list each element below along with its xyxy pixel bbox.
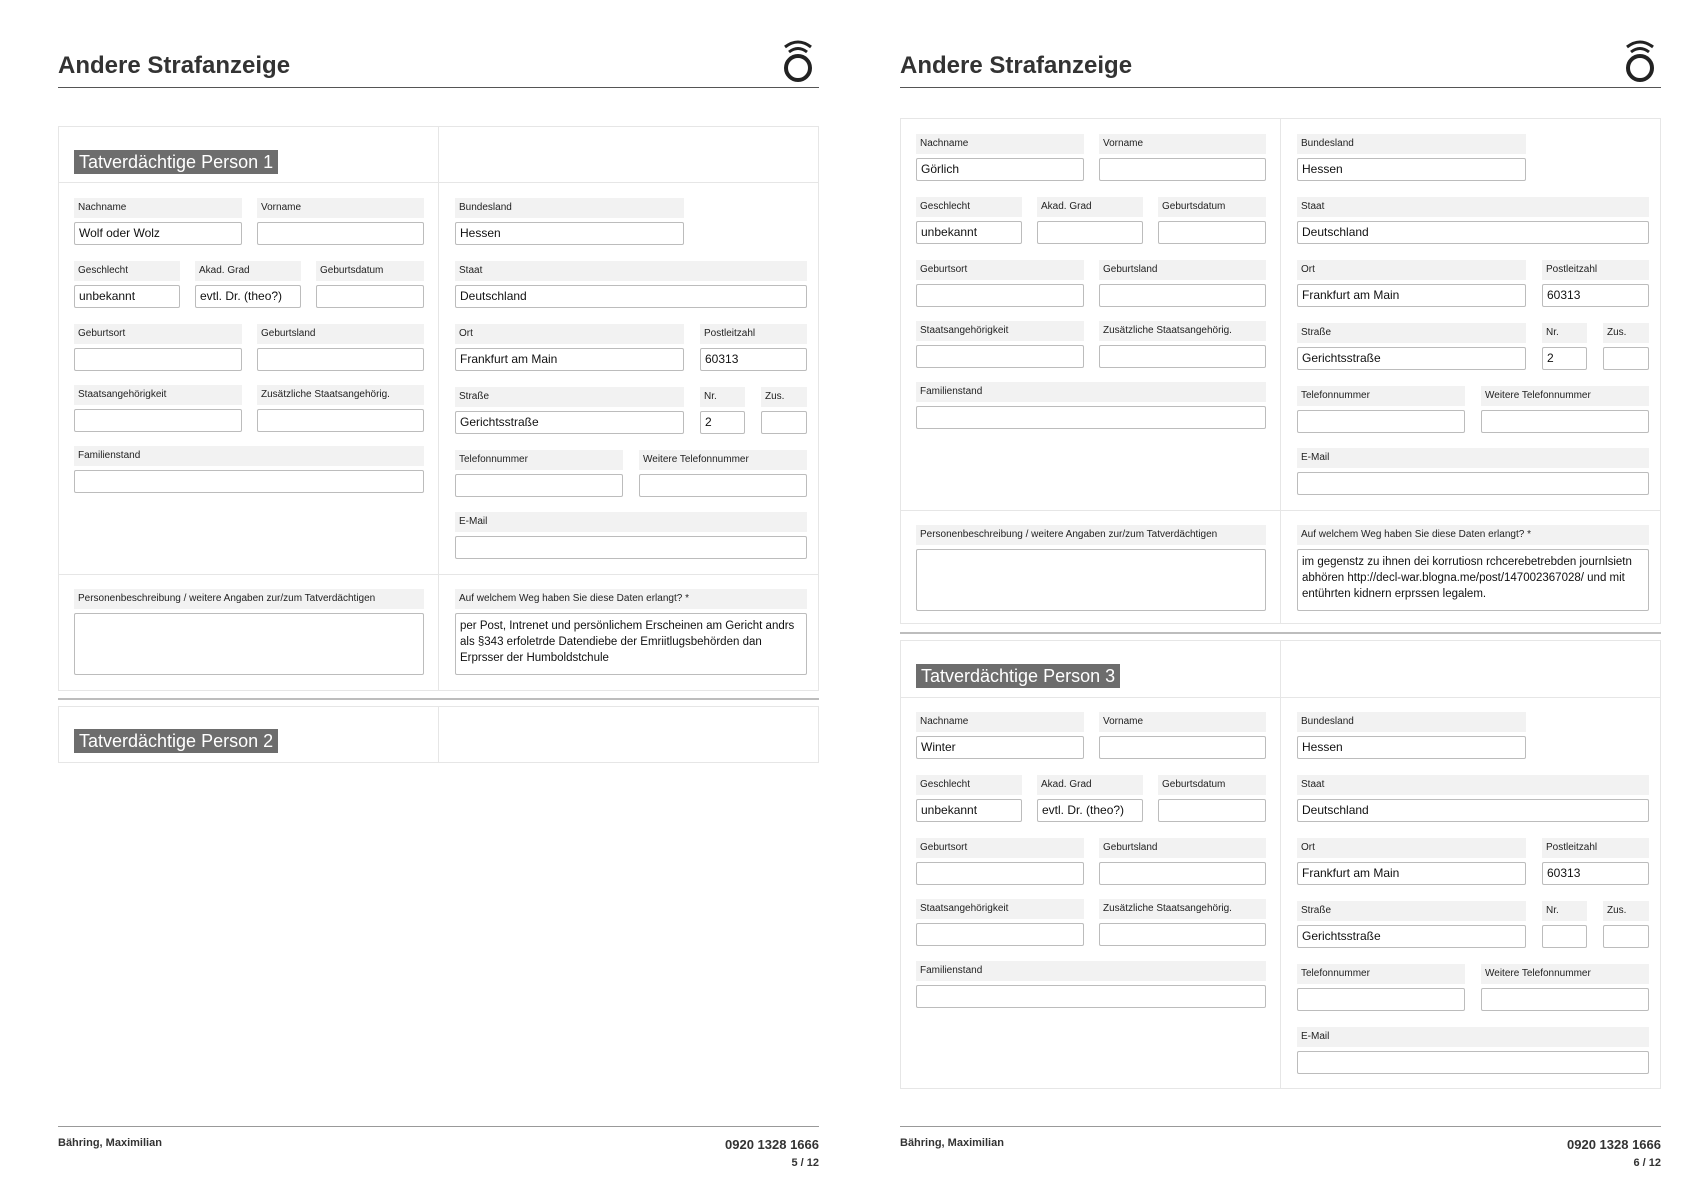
postleitzahl-field[interactable]: 60313 [1542,284,1649,307]
footer-name: Bähring, Maximilian [58,1137,162,1149]
footer-case-number: 0920 1328 1666 [1567,1137,1661,1152]
row-divider [900,697,1661,698]
label-staat: Staat [1297,775,1649,795]
row-divider [58,574,819,575]
nachname-field[interactable]: Wolf oder Wolz [74,222,242,245]
label-strasse: Straße [1297,323,1526,343]
footer-case-number: 0920 1328 1666 [725,1137,819,1152]
label-daten-weg: Auf welchem Weg haben Sie diese Daten erlangt? * [455,589,807,609]
label-vorname: Vorname [1099,712,1266,732]
geschlecht-field[interactable]: unbekannt [916,221,1022,244]
label-bundesland: Bundesland [455,198,684,218]
weitere-telefonnummer-field[interactable] [1481,988,1649,1011]
label-familienstand: Familienstand [74,446,424,466]
familienstand-field[interactable] [916,406,1266,429]
label-ort: Ort [1297,260,1526,280]
zus-staatsangehoerigkeit-field[interactable] [1099,345,1266,368]
geburtsland-field[interactable] [1099,862,1266,885]
staat-field[interactable]: Deutschland [1297,221,1649,244]
label-staatsangehoerigkeit: Staatsangehörigkeit [74,385,242,405]
vorname-field[interactable] [1099,158,1266,181]
column-divider [1280,118,1281,624]
label-geburtsort: Geburtsort [74,324,242,344]
label-email: E-Mail [1297,448,1649,468]
postleitzahl-field[interactable]: 60313 [1542,862,1649,885]
label-strasse: Straße [455,387,684,407]
label-nachname: Nachname [916,712,1084,732]
email-field[interactable] [1297,1051,1649,1074]
familienstand-field[interactable] [916,985,1266,1008]
weitere-telefonnummer-field[interactable] [639,474,807,497]
geburtsland-field[interactable] [1099,284,1266,307]
label-zus: Zus. [761,387,807,407]
label-geschlecht: Geschlecht [74,261,180,281]
document-title: Andere Strafanzeige [900,52,1133,79]
daten-weg-textarea[interactable]: im gegenstz zu ihnen dei korrutiosn rchcerebetrebden journlsietn abhören http://decl-war.blogna.me/post/147002367028/ und mit entührten kidnern erprssen legalem. [1297,549,1649,611]
label-zus-staatsangehoerigkeit: Zusätzliche Staatsangehörig. [1099,321,1266,341]
label-weitere-telefonnummer: Weitere Telefonnummer [1481,386,1649,406]
header-divider [900,87,1661,88]
column-divider [1280,640,1281,1089]
label-weitere-telefonnummer: Weitere Telefonnummer [1481,964,1649,984]
label-nr: Nr. [1542,323,1587,343]
staatsangehoerigkeit-field[interactable] [916,345,1084,368]
police-logo-icon [1622,38,1658,84]
label-geburtsdatum: Geburtsdatum [316,261,424,281]
section-title-person-3: Tatverdächtige Person 3 [916,664,1120,688]
staatsangehoerigkeit-field[interactable] [74,409,242,432]
label-staatsangehoerigkeit: Staatsangehörigkeit [916,899,1084,919]
section-divider [900,632,1661,634]
weitere-telefonnummer-field[interactable] [1481,410,1649,433]
geburtsdatum-field[interactable] [1158,221,1266,244]
police-logo-icon [780,38,816,84]
staat-field[interactable]: Deutschland [1297,799,1649,822]
nr-field[interactable]: 2 [700,411,745,434]
zus-staatsangehoerigkeit-field[interactable] [257,409,424,432]
vorname-field[interactable] [1099,736,1266,759]
label-staatsangehoerigkeit: Staatsangehörigkeit [916,321,1084,341]
footer-page-number: 6 / 12 [1633,1157,1661,1169]
geburtsdatum-field[interactable] [316,285,424,308]
label-postleitzahl: Postleitzahl [700,324,807,344]
label-geburtsland: Geburtsland [1099,838,1266,858]
ort-field[interactable]: Frankfurt am Main [1297,284,1526,307]
label-geburtsdatum: Geburtsdatum [1158,197,1266,217]
akad-grad-field[interactable] [1037,221,1143,244]
personenbeschreibung-textarea[interactable] [74,613,424,675]
label-nachname: Nachname [916,134,1084,154]
label-personenbeschreibung: Personenbeschreibung / weitere Angaben zur/zum Tatverdächtigen [74,589,424,609]
label-telefonnummer: Telefonnummer [455,450,623,470]
label-nachname: Nachname [74,198,242,218]
label-geburtsland: Geburtsland [1099,260,1266,280]
label-akad-grad: Akad. Grad [195,261,301,281]
row-divider [58,182,819,183]
bundesland-field[interactable]: Hessen [455,222,684,245]
strasse-field[interactable]: Gerichtsstraße [455,411,684,434]
geburtsort-field[interactable] [74,348,242,371]
label-postleitzahl: Postleitzahl [1542,260,1649,280]
geschlecht-field[interactable]: unbekannt [916,799,1022,822]
staat-field[interactable]: Deutschland [455,285,807,308]
staatsangehoerigkeit-field[interactable] [916,923,1084,946]
nachname-field[interactable]: Winter [916,736,1084,759]
column-divider [438,706,439,763]
label-zus-staatsangehoerigkeit: Zusätzliche Staatsangehörig. [257,385,424,405]
section-title-person-1: Tatverdächtige Person 1 [74,150,278,174]
label-geburtsort: Geburtsort [916,838,1084,858]
bundesland-field[interactable]: Hessen [1297,736,1526,759]
nr-field[interactable]: 2 [1542,347,1587,370]
label-email: E-Mail [455,512,807,532]
daten-weg-textarea[interactable]: per Post, Intrenet und persönlichem Erscheinen am Gericht andrs als §343 erfoletrde Datendiebe der Emriitlugsbehörden dan Erprsser der Humboldstchule [455,613,807,675]
label-staat: Staat [1297,197,1649,217]
label-staat: Staat [455,261,807,281]
label-geburtsdatum: Geburtsdatum [1158,775,1266,795]
label-geschlecht: Geschlecht [916,197,1022,217]
zus-field[interactable] [1603,347,1649,370]
label-familienstand: Familienstand [916,961,1266,981]
personenbeschreibung-textarea[interactable] [916,549,1266,611]
akad-grad-field[interactable]: evtl. Dr. (theo?) [195,285,301,308]
geburtsort-field[interactable] [916,862,1084,885]
label-akad-grad: Akad. Grad [1037,197,1143,217]
label-nr: Nr. [700,387,745,407]
row-divider [900,510,1661,511]
bundesland-field[interactable]: Hessen [1297,158,1526,181]
email-field[interactable] [1297,472,1649,495]
telefonnummer-field[interactable] [455,474,623,497]
label-vorname: Vorname [257,198,424,218]
familienstand-field[interactable] [74,470,424,493]
geburtsdatum-field[interactable] [1158,799,1266,822]
label-geschlecht: Geschlecht [916,775,1022,795]
label-familienstand: Familienstand [916,382,1266,402]
ort-field[interactable]: Frankfurt am Main [1297,862,1526,885]
nachname-field[interactable]: Görlich [916,158,1084,181]
section-title-person-2: Tatverdächtige Person 2 [74,729,278,753]
label-strasse: Straße [1297,901,1526,921]
zus-field[interactable] [761,411,807,434]
label-personenbeschreibung: Personenbeschreibung / weitere Angaben zur/zum Tatverdächtigen [916,525,1266,545]
email-field[interactable] [455,536,807,559]
footer-page-number: 5 / 12 [791,1157,819,1169]
strasse-field[interactable]: Gerichtsstraße [1297,347,1526,370]
label-zus-staatsangehoerigkeit: Zusätzliche Staatsangehörig. [1099,899,1266,919]
postleitzahl-field[interactable]: 60313 [700,348,807,371]
label-zus: Zus. [1603,323,1649,343]
section-divider [58,698,819,700]
header-divider [58,87,819,88]
vorname-field[interactable] [257,222,424,245]
label-telefonnummer: Telefonnummer [1297,386,1465,406]
document-title: Andere Strafanzeige [58,52,291,79]
telefonnummer-field[interactable] [1297,410,1465,433]
telefonnummer-field[interactable] [1297,988,1465,1011]
label-ort: Ort [455,324,684,344]
label-daten-weg: Auf welchem Weg haben Sie diese Daten erlangt? * [1297,525,1649,545]
zus-field[interactable] [1603,925,1649,948]
ort-field[interactable]: Frankfurt am Main [455,348,684,371]
column-divider [438,126,439,691]
label-bundesland: Bundesland [1297,712,1526,732]
akad-grad-field[interactable]: evtl. Dr. (theo?) [1037,799,1143,822]
label-email: E-Mail [1297,1027,1649,1047]
label-vorname: Vorname [1099,134,1266,154]
footer-divider [58,1126,819,1127]
label-zus: Zus. [1603,901,1649,921]
label-bundesland: Bundesland [1297,134,1526,154]
strasse-field[interactable]: Gerichtsstraße [1297,925,1526,948]
footer-name: Bähring, Maximilian [900,1137,1004,1149]
nr-field[interactable] [1542,925,1587,948]
geschlecht-field[interactable]: unbekannt [74,285,180,308]
label-nr: Nr. [1542,901,1587,921]
label-postleitzahl: Postleitzahl [1542,838,1649,858]
footer-divider [900,1126,1661,1127]
label-weitere-telefonnummer: Weitere Telefonnummer [639,450,807,470]
zus-staatsangehoerigkeit-field[interactable] [1099,923,1266,946]
label-geburtsland: Geburtsland [257,324,424,344]
label-ort: Ort [1297,838,1526,858]
geburtsland-field[interactable] [257,348,424,371]
document-page-6 [842,0,1684,1191]
label-akad-grad: Akad. Grad [1037,775,1143,795]
label-geburtsort: Geburtsort [916,260,1084,280]
geburtsort-field[interactable] [916,284,1084,307]
label-telefonnummer: Telefonnummer [1297,964,1465,984]
